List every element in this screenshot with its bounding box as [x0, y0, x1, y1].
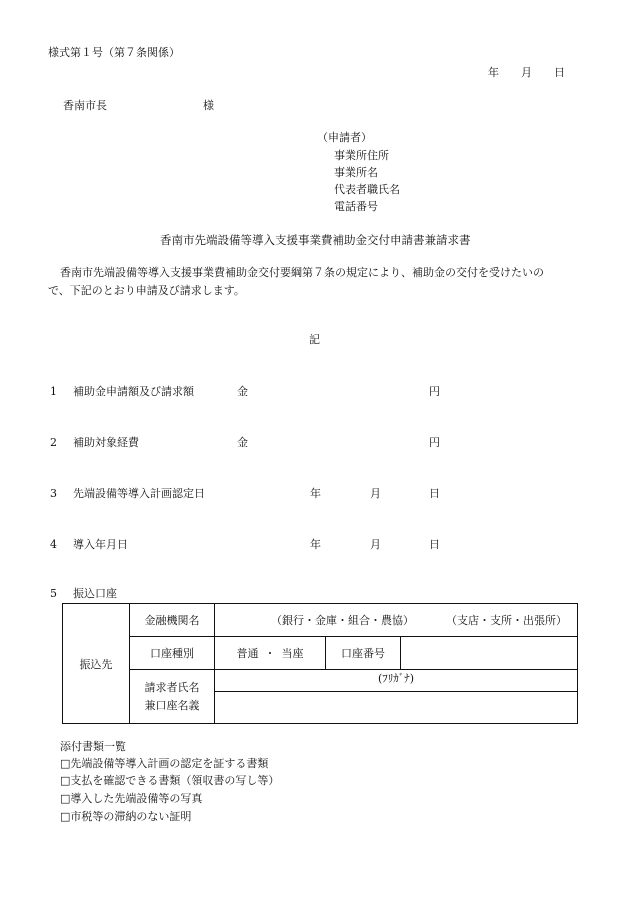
- account-number-label: 口座番号: [326, 637, 401, 669]
- account-holder-label: 請求者氏名 兼口座名義: [130, 670, 215, 724]
- account-table: [62, 603, 577, 723]
- item-1-prefix: 金: [237, 385, 248, 398]
- account-type-label: 口座種別: [130, 637, 215, 670]
- item-3-label: 先端設備等導入計画認定日: [73, 487, 205, 500]
- bank-name-label: 金融機関名: [130, 604, 215, 637]
- item-3-month: 月: [370, 487, 381, 500]
- item-3-day: 日: [429, 487, 440, 500]
- attachment-item: □支払を確認できる書類（領収書の写し等）: [60, 774, 280, 787]
- account-holder-furigana-field[interactable]: [215, 670, 578, 692]
- branch-type-options: （支店・支所・出張所）: [446, 614, 567, 627]
- account-holder-name-field[interactable]: [215, 692, 578, 724]
- attachment-item: □市税等の滞納のない証明: [60, 810, 192, 823]
- item-4-month: 月: [370, 538, 381, 551]
- account-type-ordinary[interactable]: 普通: [236, 647, 259, 660]
- attachments-title: 添付書類一覧: [60, 740, 126, 753]
- ki-mark: 記: [309, 333, 320, 346]
- item-4-year: 年: [310, 538, 321, 551]
- account-type-row: [215, 637, 578, 670]
- bank-name-field[interactable]: [215, 604, 578, 637]
- bank-type-options: （銀行・金庫・組合・農協）: [271, 614, 414, 627]
- item-1-label: 補助金申請額及び請求額: [73, 385, 194, 398]
- furigana-label: (ﾌﾘｶﾞﾅ): [377, 672, 415, 685]
- attachment-item: □先端設備等導入計画の認定を証する書類: [60, 757, 269, 770]
- account-type-separator: ・: [264, 647, 276, 660]
- item-3-year: 年: [310, 487, 321, 500]
- item-1-suffix: 円: [429, 385, 440, 398]
- addressee-honorific: 様: [203, 99, 214, 112]
- form-number: 様式第１号（第７条関係）: [48, 46, 180, 59]
- account-type-options[interactable]: [215, 637, 326, 669]
- item-4-label: 導入年月日: [73, 538, 128, 551]
- applicant-address: 事業所住所: [334, 149, 389, 162]
- item-3-number: 3: [50, 487, 57, 500]
- account-number-field[interactable]: [401, 637, 577, 669]
- date-line: 年 月 日: [488, 66, 565, 79]
- item-2-number: 2: [50, 436, 57, 449]
- item-5-label: 振込口座: [73, 587, 117, 600]
- addressee-name: 香南市長: [63, 99, 107, 112]
- transfer-destination-label: 振込先: [63, 604, 130, 724]
- applicant-representative: 代表者職氏名: [334, 183, 400, 196]
- item-4-day: 日: [429, 538, 440, 551]
- item-2-label: 補助対象経費: [73, 436, 139, 449]
- document-title: 香南市先端設備等導入支援事業費補助金交付申請書兼請求書: [160, 233, 471, 247]
- item-4-number: 4: [50, 538, 57, 551]
- body-line-1: 香南市先端設備等導入支援事業費補助金交付要綱第７条の規定により、補助金の交付を受けたいの: [60, 266, 544, 279]
- applicant-label: （申請者）: [317, 131, 372, 144]
- item-5-number: 5: [50, 587, 57, 600]
- applicant-phone: 電話番号: [334, 200, 378, 213]
- item-2-prefix: 金: [237, 436, 248, 449]
- attachment-item: □導入した先端設備等の写真: [60, 792, 203, 805]
- item-1-number: 1: [50, 385, 57, 398]
- applicant-business-name: 事業所名: [334, 166, 378, 179]
- body-line-2: で、下記のとおり申請及び請求します。: [48, 284, 245, 297]
- account-type-current[interactable]: 当座: [281, 647, 304, 660]
- item-2-suffix: 円: [429, 436, 440, 449]
